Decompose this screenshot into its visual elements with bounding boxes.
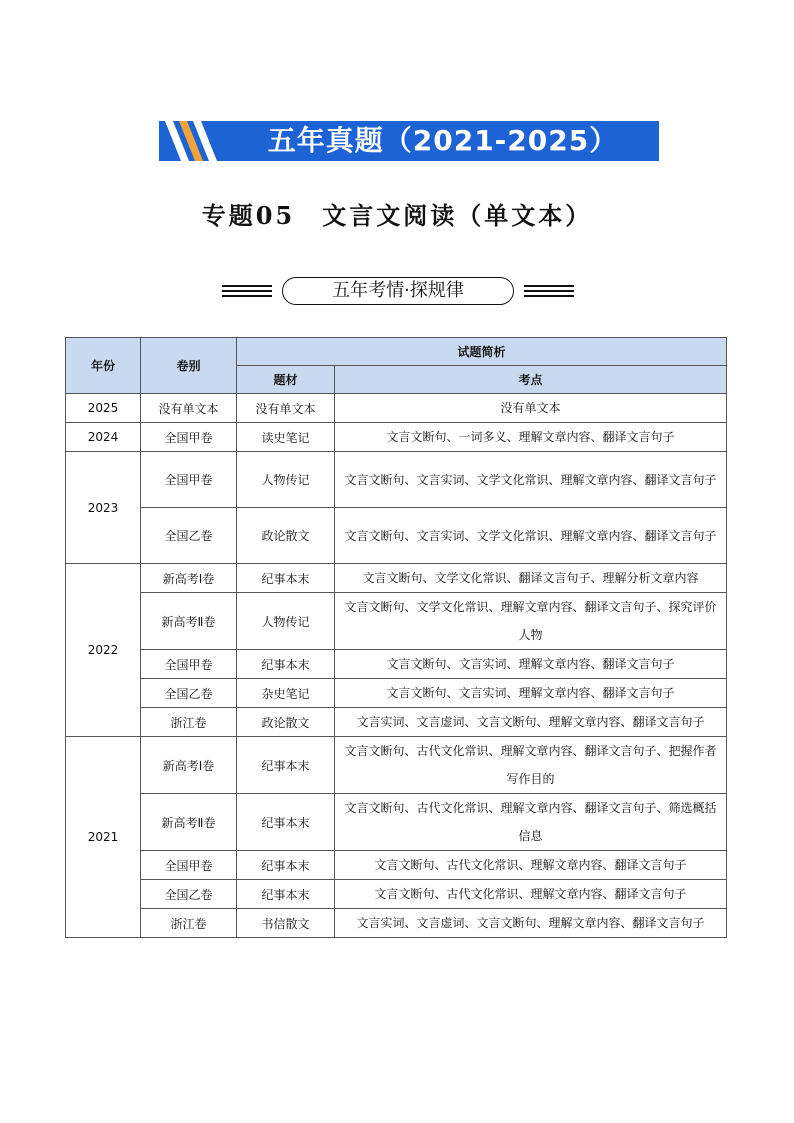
cell-points: 文言文断句、古代文化常识、理解文章内容、翻译文言句子、筛选概括信息 xyxy=(335,794,727,851)
cell-points: 没有单文本 xyxy=(335,394,727,423)
cell-year: 2023 xyxy=(66,452,141,564)
cell-points: 文言文断句、一词多义、理解文章内容、翻译文言句子 xyxy=(335,423,727,452)
cell-points: 文言实词、文言虚词、文言文断句、理解文章内容、翻译文言句子 xyxy=(335,909,727,938)
cell-paper: 全国甲卷 xyxy=(141,851,237,880)
cell-material: 纪事本末 xyxy=(237,650,335,679)
cell-material: 人物传记 xyxy=(237,593,335,650)
cell-points: 文言文断句、文言实词、文学文化常识、理解文章内容、翻译文言句子 xyxy=(335,508,727,564)
table-row xyxy=(66,794,727,851)
cell-paper: 浙江卷 xyxy=(141,909,237,938)
table-row xyxy=(66,880,727,909)
table-row xyxy=(66,909,727,938)
header-material: 题材 xyxy=(237,366,335,394)
cell-points: 文言文断句、文学文化常识、翻译文言句子、理解分析文章内容 xyxy=(335,564,727,593)
cell-paper: 全国乙卷 xyxy=(141,679,237,708)
cell-material: 政论散文 xyxy=(237,708,335,737)
cell-points: 文言文断句、文言实词、理解文章内容、翻译文言句子 xyxy=(335,679,727,708)
header-analysis: 试题简析 xyxy=(237,338,727,366)
header-year: 年份 xyxy=(66,338,141,394)
header-points: 考点 xyxy=(335,366,727,394)
table-row xyxy=(66,737,727,794)
cell-paper: 全国甲卷 xyxy=(141,650,237,679)
table-row xyxy=(66,394,727,423)
subtitle-section xyxy=(222,277,574,305)
table-row xyxy=(66,423,727,452)
table-row xyxy=(66,708,727,737)
cell-paper: 全国甲卷 xyxy=(141,452,237,508)
banner xyxy=(159,121,659,161)
cell-material: 纪事本末 xyxy=(237,794,335,851)
cell-material: 政论散文 xyxy=(237,508,335,564)
cell-material: 纪事本末 xyxy=(237,564,335,593)
cell-paper: 新高考Ⅱ卷 xyxy=(141,593,237,650)
table-row xyxy=(66,508,727,564)
cell-year: 2024 xyxy=(66,423,141,452)
cell-material: 杂史笔记 xyxy=(237,679,335,708)
cell-points: 文言文断句、文学文化常识、理解文章内容、翻译文言句子、探究评价人物 xyxy=(335,593,727,650)
cell-paper: 全国乙卷 xyxy=(141,508,237,564)
cell-paper: 新高考Ⅱ卷 xyxy=(141,794,237,851)
cell-material: 纪事本末 xyxy=(237,737,335,794)
subtitle-left-lines xyxy=(222,285,272,297)
cell-points: 文言文断句、文言实词、文学文化常识、理解文章内容、翻译文言句子 xyxy=(335,452,727,508)
banner-stripes-decoration xyxy=(159,121,229,161)
cell-year: 2022 xyxy=(66,564,141,737)
cell-points: 文言文断句、古代文化常识、理解文章内容、翻译文言句子、把握作者写作目的 xyxy=(335,737,727,794)
page-title: 专题05 文言文阅读（单文本） xyxy=(201,201,593,230)
cell-material: 纪事本末 xyxy=(237,880,335,909)
cell-paper: 浙江卷 xyxy=(141,708,237,737)
cell-points: 文言文断句、文言实词、理解文章内容、翻译文言句子 xyxy=(335,650,727,679)
cell-points: 文言文断句、古代文化常识、理解文章内容、翻译文言句子 xyxy=(335,851,727,880)
cell-paper: 没有单文本 xyxy=(141,394,237,423)
cell-year: 2025 xyxy=(66,394,141,423)
cell-material: 纪事本末 xyxy=(237,851,335,880)
cell-points: 文言文断句、古代文化常识、理解文章内容、翻译文言句子 xyxy=(335,880,727,909)
cell-paper: 全国乙卷 xyxy=(141,880,237,909)
cell-points: 文言实词、文言虚词、文言文断句、理解文章内容、翻译文言句子 xyxy=(335,708,727,737)
table-row xyxy=(66,650,727,679)
table-row xyxy=(66,452,727,508)
cell-material: 书信散文 xyxy=(237,909,335,938)
subtitle-right-lines xyxy=(524,285,574,297)
subtitle-pill: 五年考情·探规律 xyxy=(282,277,514,305)
table-row xyxy=(66,679,727,708)
cell-year: 2021 xyxy=(66,737,141,938)
table-row xyxy=(66,593,727,650)
banner-title: 五年真题（2021-2025） xyxy=(267,124,619,157)
cell-material: 没有单文本 xyxy=(237,394,335,423)
table-row xyxy=(66,564,727,593)
cell-paper: 新高考Ⅰ卷 xyxy=(141,564,237,593)
table-row xyxy=(66,851,727,880)
cell-paper: 新高考Ⅰ卷 xyxy=(141,737,237,794)
exam-table xyxy=(65,337,727,938)
header-paper: 卷别 xyxy=(141,338,237,394)
cell-material: 人物传记 xyxy=(237,452,335,508)
cell-material: 读史笔记 xyxy=(237,423,335,452)
cell-paper: 全国甲卷 xyxy=(141,423,237,452)
